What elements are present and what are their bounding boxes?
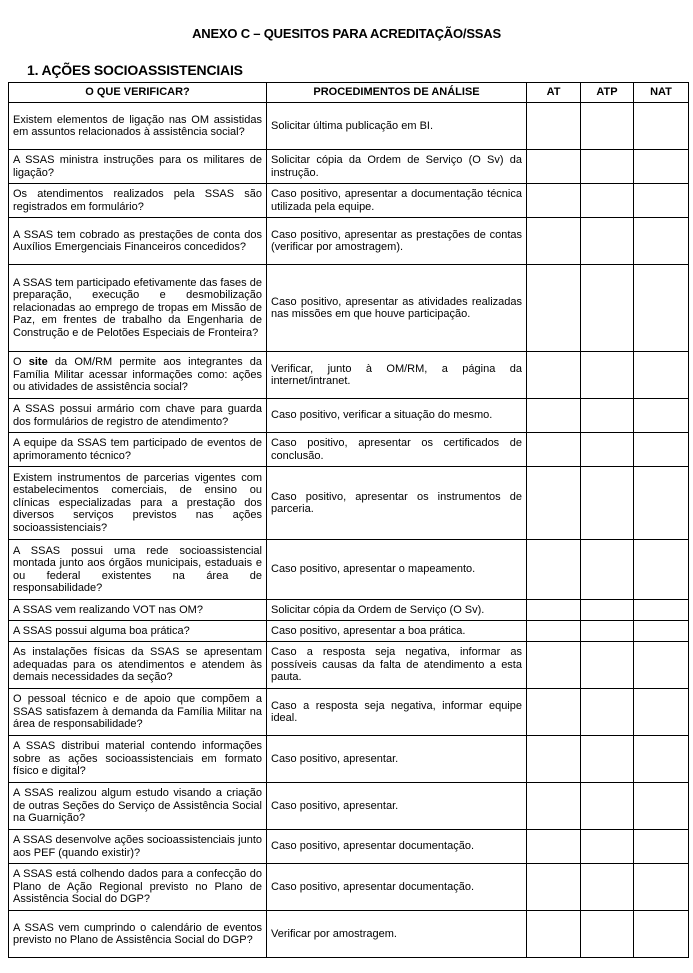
table-header-row (9, 83, 689, 103)
table-row (9, 621, 689, 642)
cell-atp[interactable] (581, 864, 634, 911)
table-row (9, 864, 689, 911)
cell-atp[interactable] (581, 736, 634, 783)
cell-nat[interactable] (634, 433, 689, 467)
cell-verificar: A SSAS possui armário com chave para guarda dos formulários de registro de atendimento? (9, 399, 267, 433)
cell-at[interactable] (527, 184, 581, 218)
cell-nat[interactable] (634, 540, 689, 600)
cell-verificar: A SSAS está colhendo dados para a confecção do Plano de Ação Regional previsto no Plano de Assistência Social do DGP? (9, 864, 267, 911)
cell-nat[interactable] (634, 911, 689, 958)
cell-procedimento: Solicitar cópia da Ordem de Serviço (O Sv). (267, 600, 527, 621)
cell-atp[interactable] (581, 540, 634, 600)
cell-at[interactable] (527, 218, 581, 265)
table-row (9, 830, 689, 864)
cell-at[interactable] (527, 911, 581, 958)
document-title: ANEXO C – QUESITOS PARA ACREDITAÇÃO/SSAS (192, 26, 501, 41)
table-row (9, 399, 689, 433)
cell-at[interactable] (527, 689, 581, 736)
cell-procedimento: Caso positivo, apresentar o mapeamento. (267, 540, 527, 600)
cell-nat[interactable] (634, 399, 689, 433)
cell-procedimento: Verificar por amostragem. (267, 911, 527, 958)
cell-verificar: O pessoal técnico e de apoio que compõem a SSAS satisfazem à demanda da Família Militar na área de responsabilidade? (9, 689, 267, 736)
cell-atp[interactable] (581, 600, 634, 621)
cell-atp[interactable] (581, 830, 634, 864)
cell-atp[interactable] (581, 433, 634, 467)
cell-verificar: A SSAS vem realizando VOT nas OM? (9, 600, 267, 621)
cell-procedimento: Caso positivo, apresentar. (267, 736, 527, 783)
cell-atp[interactable] (581, 621, 634, 642)
cell-verificar: A SSAS distribui material contendo informações sobre as ações socioassistenciais em formato físico e digital? (9, 736, 267, 783)
cell-verificar: Existem instrumentos de parcerias vigentes com estabelecimentos comerciais, de ensino ou clínicas especializadas para a prestação dos diversos serviços previstos nas ações socioassistenciais? (9, 467, 267, 540)
cell-verificar-text-post: da OM/RM permite aos integrantes da Família Militar acessar informações como: ações ou atividades de assistência social? (13, 356, 262, 394)
cell-verificar: A SSAS vem cumprindo o calendário de eventos previsto no Plano de Assistência Social do DGP? (9, 911, 267, 958)
cell-nat[interactable] (634, 265, 689, 352)
cell-nat[interactable] (634, 103, 689, 150)
cell-verificar: A SSAS ministra instruções para os militares de ligação? (9, 150, 267, 184)
table-row (9, 736, 689, 783)
cell-nat[interactable] (634, 689, 689, 736)
cell-nat[interactable] (634, 864, 689, 911)
cell-procedimento: Caso positivo, apresentar as atividades realizadas nas missões em que houve participação. (267, 265, 527, 352)
cell-verificar (9, 352, 267, 399)
cell-nat[interactable] (634, 783, 689, 830)
cell-at[interactable] (527, 352, 581, 399)
table-row (9, 218, 689, 265)
cell-atp[interactable] (581, 352, 634, 399)
cell-atp[interactable] (581, 689, 634, 736)
cell-procedimento: Caso positivo, apresentar documentação. (267, 864, 527, 911)
section-title: 1. AÇÕES SOCIOASSISTENCIAIS (27, 62, 243, 78)
column-header-procedimentos: PROCEDIMENTOS DE ANÁLISE (267, 83, 527, 103)
cell-nat[interactable] (634, 352, 689, 399)
table-row (9, 783, 689, 830)
cell-atp[interactable] (581, 184, 634, 218)
cell-atp[interactable] (581, 265, 634, 352)
cell-at[interactable] (527, 864, 581, 911)
cell-verificar: A SSAS possui uma rede socioassistencial montada junto aos órgãos municipais, estaduais e ou federal existentes na área de responsabilidade? (9, 540, 267, 600)
cell-nat[interactable] (634, 830, 689, 864)
table-row (9, 911, 689, 958)
cell-nat[interactable] (634, 184, 689, 218)
table-row (9, 150, 689, 184)
column-header-nat: NAT (634, 83, 689, 103)
cell-atp[interactable] (581, 218, 634, 265)
cell-procedimento: Caso positivo, apresentar documentação. (267, 830, 527, 864)
cell-atp[interactable] (581, 399, 634, 433)
checklist-table (8, 82, 689, 958)
cell-nat[interactable] (634, 150, 689, 184)
cell-atp[interactable] (581, 150, 634, 184)
cell-procedimento: Caso positivo, apresentar os certificados de conclusão. (267, 433, 527, 467)
cell-nat[interactable] (634, 621, 689, 642)
cell-procedimento: Caso a resposta seja negativa, informar equipe ideal. (267, 689, 527, 736)
table-row (9, 184, 689, 218)
cell-verificar: A equipe da SSAS tem participado de eventos de aprimoramento técnico? (9, 433, 267, 467)
table-row (9, 600, 689, 621)
cell-atp[interactable] (581, 103, 634, 150)
cell-verificar-text-pre: O (13, 356, 29, 369)
cell-procedimento: Caso positivo, apresentar as prestações de contas (verificar por amostragem). (267, 218, 527, 265)
table-row (9, 265, 689, 352)
cell-procedimento: Caso positivo, verificar a situação do mesmo. (267, 399, 527, 433)
cell-at[interactable] (527, 467, 581, 540)
table-row (9, 467, 689, 540)
column-header-verificar: O QUE VERIFICAR? (9, 83, 267, 103)
table-row (9, 540, 689, 600)
cell-verificar-text-bold: site (28, 356, 48, 369)
cell-at[interactable] (527, 433, 581, 467)
cell-verificar: A SSAS desenvolve ações socioassistenciais junto aos PEF (quando existir)? (9, 830, 267, 864)
table-row (9, 689, 689, 736)
table-row (9, 103, 689, 150)
cell-at[interactable] (527, 103, 581, 150)
cell-nat[interactable] (634, 736, 689, 783)
cell-at[interactable] (527, 600, 581, 621)
cell-nat[interactable] (634, 218, 689, 265)
cell-at[interactable] (527, 830, 581, 864)
table-row (9, 433, 689, 467)
cell-procedimento: Verificar, junto à OM/RM, a página da internet/intranet. (267, 352, 527, 399)
cell-verificar: Existem elementos de ligação nas OM assistidas em assuntos relacionados à assistência social? (9, 103, 267, 150)
cell-at[interactable] (527, 399, 581, 433)
cell-at[interactable] (527, 540, 581, 600)
cell-procedimento: Solicitar cópia da Ordem de Serviço (O Sv) da instrução. (267, 150, 527, 184)
cell-procedimento: Caso positivo, apresentar. (267, 783, 527, 830)
cell-atp[interactable] (581, 783, 634, 830)
column-header-atp: ATP (581, 83, 634, 103)
cell-at[interactable] (527, 736, 581, 783)
cell-procedimento: Caso a resposta seja negativa, informar as possíveis causas da falta de atendimento a esta pauta. (267, 642, 527, 689)
column-header-at: AT (527, 83, 581, 103)
cell-procedimento: Solicitar última publicação em BI. (267, 103, 527, 150)
cell-procedimento: Caso positivo, apresentar os instrumentos de parceria. (267, 467, 527, 540)
cell-at[interactable] (527, 621, 581, 642)
table-row (9, 642, 689, 689)
cell-procedimento: Caso positivo, apresentar a boa prática. (267, 621, 527, 642)
cell-verificar: A SSAS tem cobrado as prestações de conta dos Auxílios Emergenciais Financeiros concedidos? (9, 218, 267, 265)
cell-atp[interactable] (581, 642, 634, 689)
cell-at[interactable] (527, 150, 581, 184)
cell-nat[interactable] (634, 600, 689, 621)
cell-verificar: A SSAS realizou algum estudo visando a criação de outras Seções do Serviço de Assistência Social na Guarnição? (9, 783, 267, 830)
cell-verificar: A SSAS tem participado efetivamente das fases de preparação, execução e desmobilização relacionadas ao emprego de tropas em Missão de Paz, em frentes de trabalho da Engenharia de Construção e de Pelotões Especiais de Fronteira? (9, 265, 267, 352)
table-row (9, 352, 689, 399)
cell-at[interactable] (527, 265, 581, 352)
cell-nat[interactable] (634, 467, 689, 540)
cell-verificar: As instalações físicas da SSAS se apresentam adequadas para os atendimentos e atendem às demais necessidades da seção? (9, 642, 267, 689)
cell-at[interactable] (527, 783, 581, 830)
cell-verificar: A SSAS possui alguma boa prática? (9, 621, 267, 642)
cell-atp[interactable] (581, 467, 634, 540)
cell-procedimento: Caso positivo, apresentar a documentação técnica utilizada pela equipe. (267, 184, 527, 218)
cell-at[interactable] (527, 642, 581, 689)
cell-atp[interactable] (581, 911, 634, 958)
cell-nat[interactable] (634, 642, 689, 689)
cell-verificar: Os atendimentos realizados pela SSAS são registrados em formulário? (9, 184, 267, 218)
